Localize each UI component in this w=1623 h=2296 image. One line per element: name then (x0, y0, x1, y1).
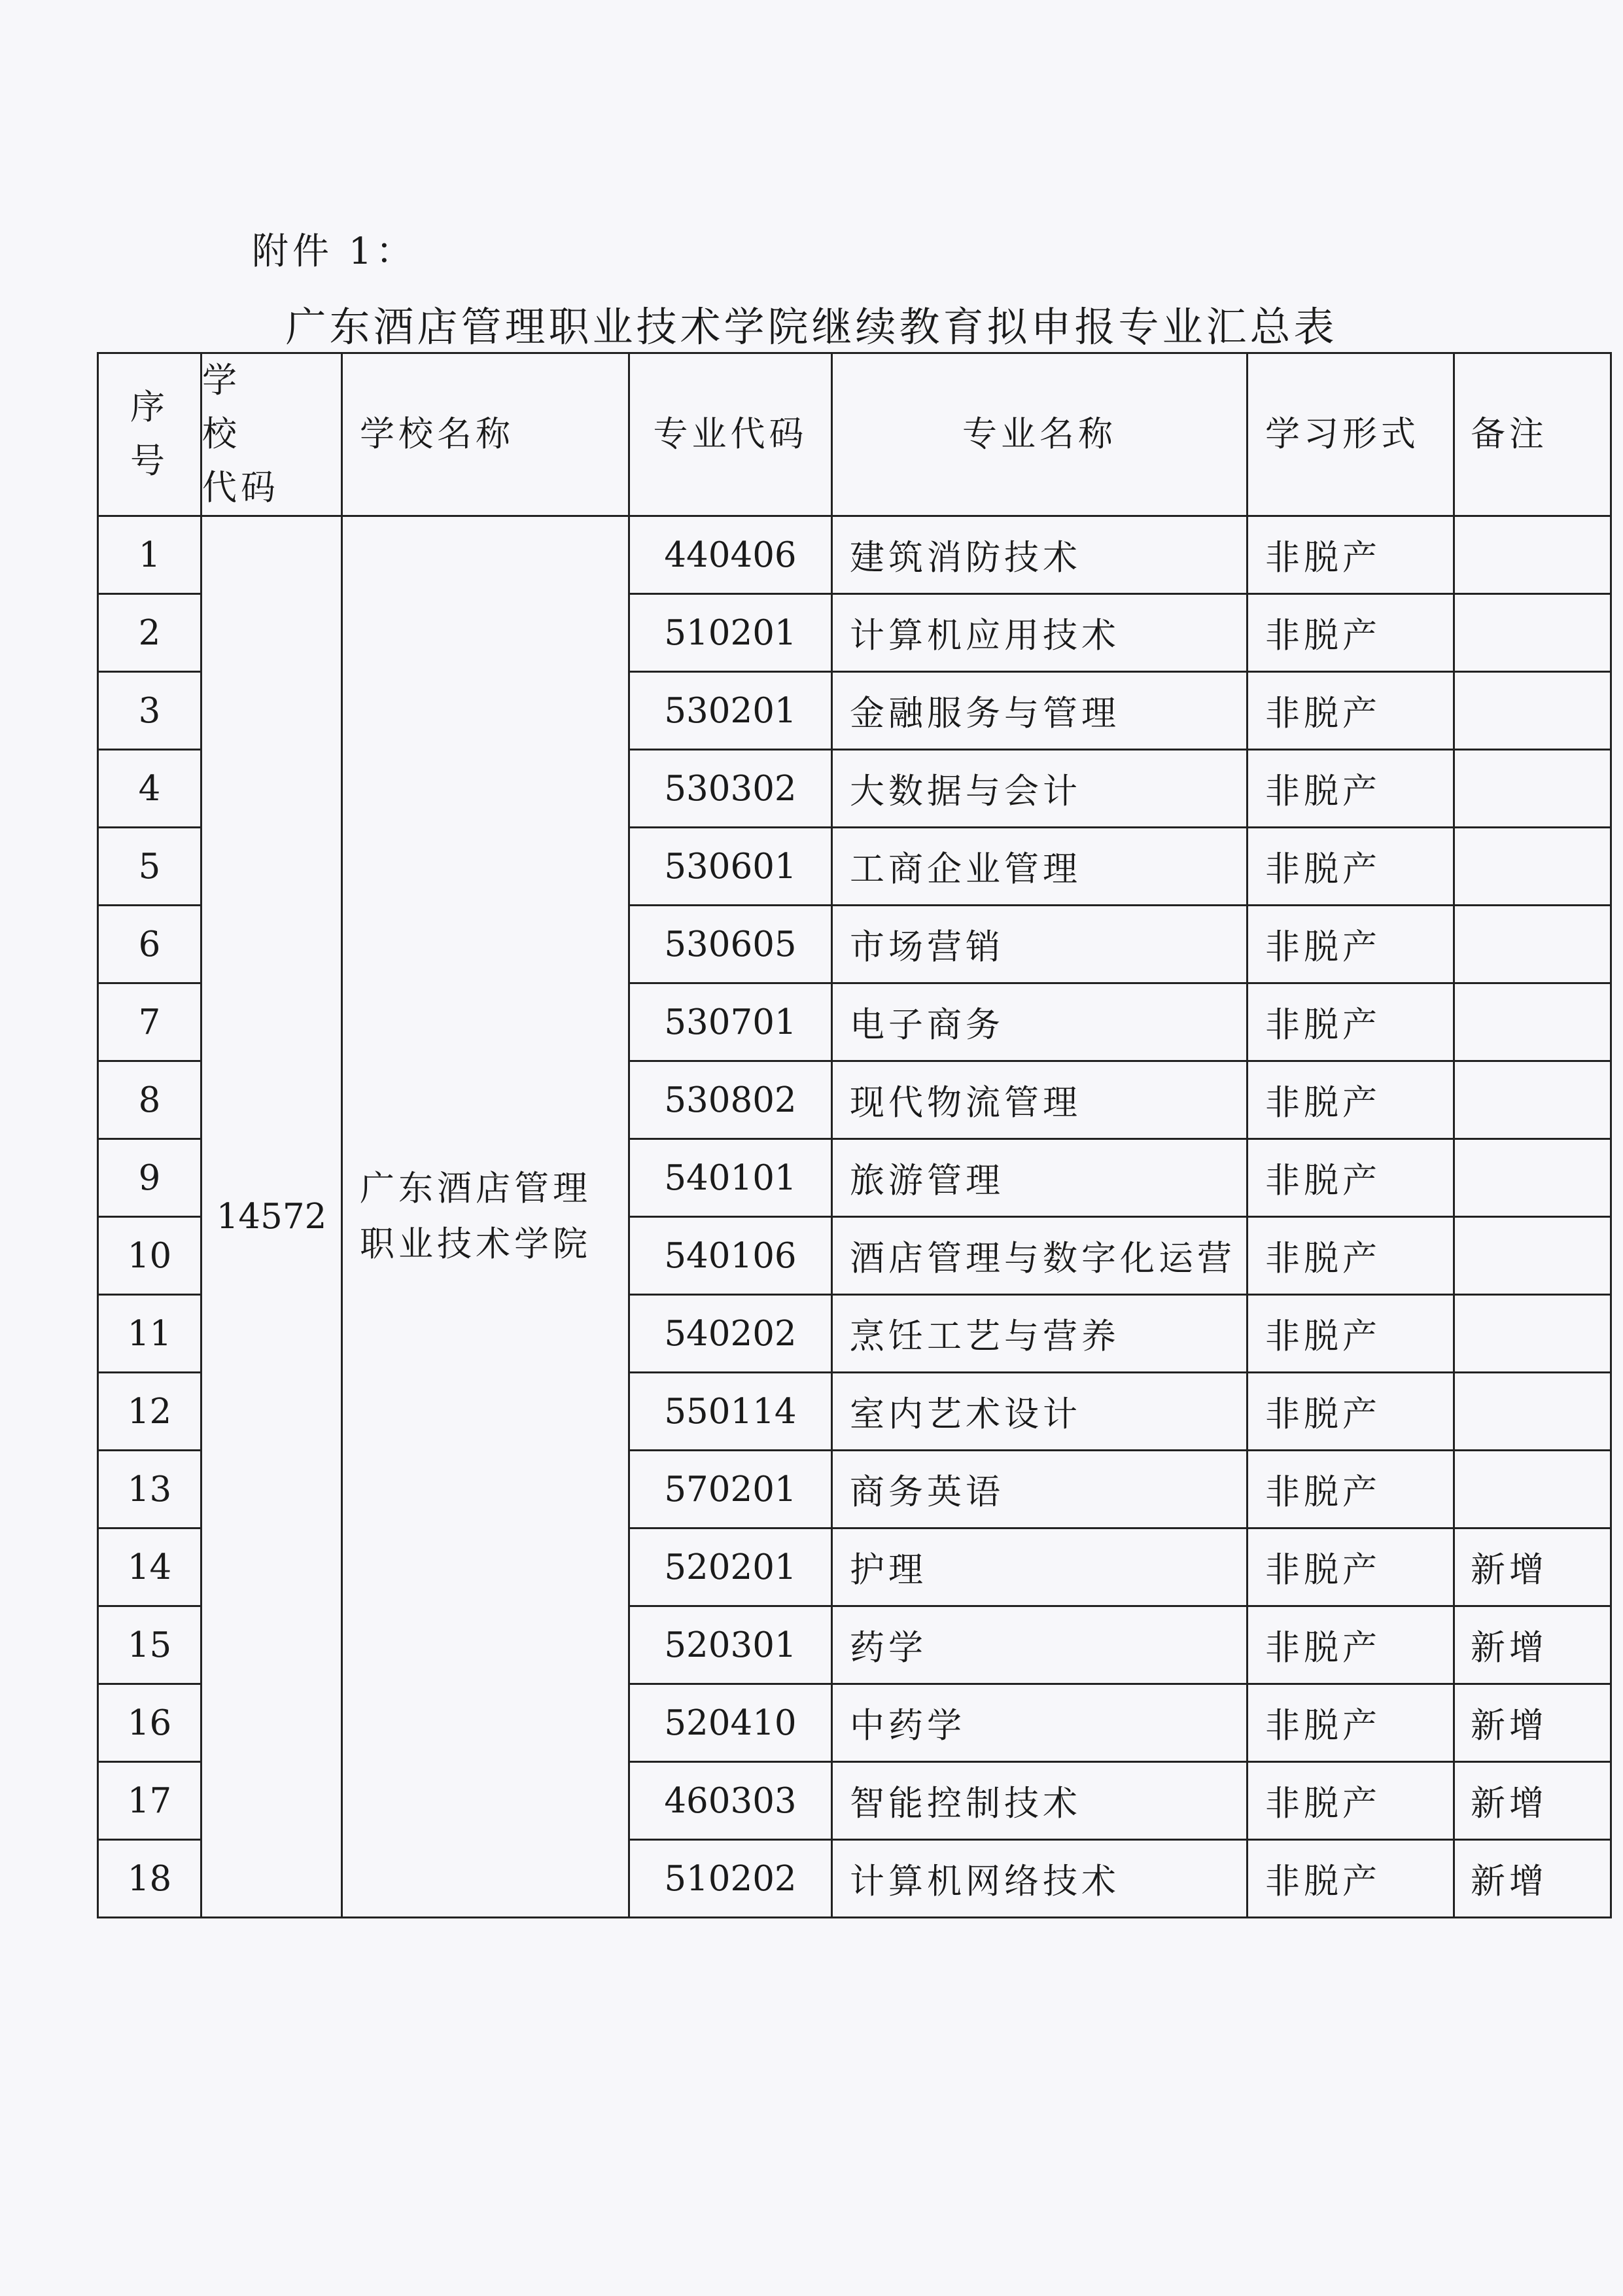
cell-major-name: 电子商务 (832, 983, 1248, 1061)
cell-note (1454, 828, 1611, 906)
cell-note: 新增 (1454, 1684, 1611, 1762)
header-school-name: 学校名称 (342, 353, 629, 516)
cell-major-code: 570201 (629, 1451, 832, 1528)
cell-seq: 18 (98, 1840, 201, 1918)
cell-major-name: 智能控制技术 (832, 1762, 1248, 1840)
cell-note (1454, 594, 1611, 672)
cell-seq: 13 (98, 1451, 201, 1528)
header-study-form: 学习形式 (1248, 353, 1454, 516)
header-major-name: 专业名称 (832, 353, 1248, 516)
cell-note: 新增 (1454, 1840, 1611, 1918)
cell-major-name: 市场营销 (832, 906, 1248, 983)
cell-study-form: 非脱产 (1248, 1840, 1454, 1918)
cell-study-form: 非脱产 (1248, 750, 1454, 828)
header-seq (98, 353, 201, 516)
cell-major-name: 烹饪工艺与营养 (832, 1295, 1248, 1373)
cell-seq: 8 (98, 1061, 201, 1139)
attachment-label: 附件 1： (252, 230, 417, 273)
cell-school-code: 14572 (201, 516, 342, 1918)
header-seq-line2: 号 (130, 441, 169, 482)
cell-major-code: 550114 (629, 1373, 832, 1451)
table-body (98, 516, 1611, 1918)
cell-major-code: 540101 (629, 1139, 832, 1217)
header-school-code (201, 353, 342, 516)
cell-major-name: 工商企业管理 (832, 828, 1248, 906)
cell-study-form: 非脱产 (1248, 1606, 1454, 1684)
cell-major-code: 530802 (629, 1061, 832, 1139)
table-header-row (98, 353, 1611, 516)
cell-study-form: 非脱产 (1248, 1373, 1454, 1451)
cell-seq: 17 (98, 1762, 201, 1840)
cell-study-form: 非脱产 (1248, 1061, 1454, 1139)
cell-major-code: 520410 (629, 1684, 832, 1762)
cell-note (1454, 1373, 1611, 1451)
cell-study-form: 非脱产 (1248, 672, 1454, 750)
cell-seq: 14 (98, 1528, 201, 1606)
school-name-line2: 职业技术学院 (360, 1224, 591, 1264)
cell-study-form: 非脱产 (1248, 1139, 1454, 1217)
cell-major-name: 金融服务与管理 (832, 672, 1248, 750)
cell-major-code: 540106 (629, 1217, 832, 1295)
cell-note (1454, 1139, 1611, 1217)
cell-study-form: 非脱产 (1248, 1451, 1454, 1528)
cell-note (1454, 516, 1611, 594)
cell-study-form: 非脱产 (1248, 1217, 1454, 1295)
cell-seq: 16 (98, 1684, 201, 1762)
cell-major-code: 530201 (629, 672, 832, 750)
cell-note (1454, 1295, 1611, 1373)
cell-major-name: 旅游管理 (832, 1139, 1248, 1217)
cell-study-form: 非脱产 (1248, 1762, 1454, 1840)
table-row (98, 516, 1611, 594)
school-name-line1: 广东酒店管理 (360, 1169, 591, 1209)
cell-major-name: 商务英语 (832, 1451, 1248, 1528)
cell-school-name (342, 516, 629, 1918)
cell-seq: 11 (98, 1295, 201, 1373)
cell-note (1454, 983, 1611, 1061)
cell-note (1454, 750, 1611, 828)
cell-major-name: 室内艺术设计 (832, 1373, 1248, 1451)
cell-study-form: 非脱产 (1248, 1684, 1454, 1762)
cell-study-form: 非脱产 (1248, 594, 1454, 672)
cell-study-form: 非脱产 (1248, 983, 1454, 1061)
cell-major-name: 中药学 (832, 1684, 1248, 1762)
cell-seq: 6 (98, 906, 201, 983)
cell-major-code: 460303 (629, 1762, 832, 1840)
cell-major-code: 530605 (629, 906, 832, 983)
cell-major-code: 520301 (629, 1606, 832, 1684)
cell-seq: 1 (98, 516, 201, 594)
cell-study-form: 非脱产 (1248, 1528, 1454, 1606)
cell-seq: 15 (98, 1606, 201, 1684)
header-school-code-line1: 学 校 (202, 361, 263, 455)
cell-note (1454, 1217, 1611, 1295)
cell-seq: 2 (98, 594, 201, 672)
cell-major-code: 540202 (629, 1295, 832, 1373)
cell-study-form: 非脱产 (1248, 516, 1454, 594)
cell-seq: 3 (98, 672, 201, 750)
cell-seq: 9 (98, 1139, 201, 1217)
header-major-code: 专业代码 (629, 353, 832, 516)
cell-study-form: 非脱产 (1248, 906, 1454, 983)
cell-study-form: 非脱产 (1248, 828, 1454, 906)
cell-note: 新增 (1454, 1528, 1611, 1606)
cell-major-code: 510202 (629, 1840, 832, 1918)
header-note: 备注 (1454, 353, 1611, 516)
header-seq-line1: 序 (130, 387, 169, 428)
page-title: 广东酒店管理职业技术学院继续教育拟申报专业汇总表 (285, 303, 1338, 351)
cell-seq: 7 (98, 983, 201, 1061)
cell-major-code: 440406 (629, 516, 832, 594)
cell-note (1454, 672, 1611, 750)
cell-major-name: 护理 (832, 1528, 1248, 1606)
cell-note (1454, 1451, 1611, 1528)
cell-major-name: 建筑消防技术 (832, 516, 1248, 594)
cell-major-code: 530601 (629, 828, 832, 906)
cell-major-name: 计算机应用技术 (832, 594, 1248, 672)
cell-major-name: 药学 (832, 1606, 1248, 1684)
cell-seq: 10 (98, 1217, 201, 1295)
cell-seq: 12 (98, 1373, 201, 1451)
cell-major-name: 大数据与会计 (832, 750, 1248, 828)
major-summary-table (97, 352, 1612, 1918)
cell-seq: 4 (98, 750, 201, 828)
cell-major-code: 530302 (629, 750, 832, 828)
cell-major-code: 520201 (629, 1528, 832, 1606)
cell-note: 新增 (1454, 1762, 1611, 1840)
cell-major-code: 510201 (629, 594, 832, 672)
cell-seq: 5 (98, 828, 201, 906)
cell-major-name: 计算机网络技术 (832, 1840, 1248, 1918)
cell-note (1454, 906, 1611, 983)
cell-note: 新增 (1454, 1606, 1611, 1684)
cell-study-form: 非脱产 (1248, 1295, 1454, 1373)
cell-major-code: 530701 (629, 983, 832, 1061)
cell-major-name: 现代物流管理 (832, 1061, 1248, 1139)
cell-major-name: 酒店管理与数字化运营 (832, 1217, 1248, 1295)
cell-note (1454, 1061, 1611, 1139)
header-school-code-line2: 代码 (202, 468, 279, 508)
